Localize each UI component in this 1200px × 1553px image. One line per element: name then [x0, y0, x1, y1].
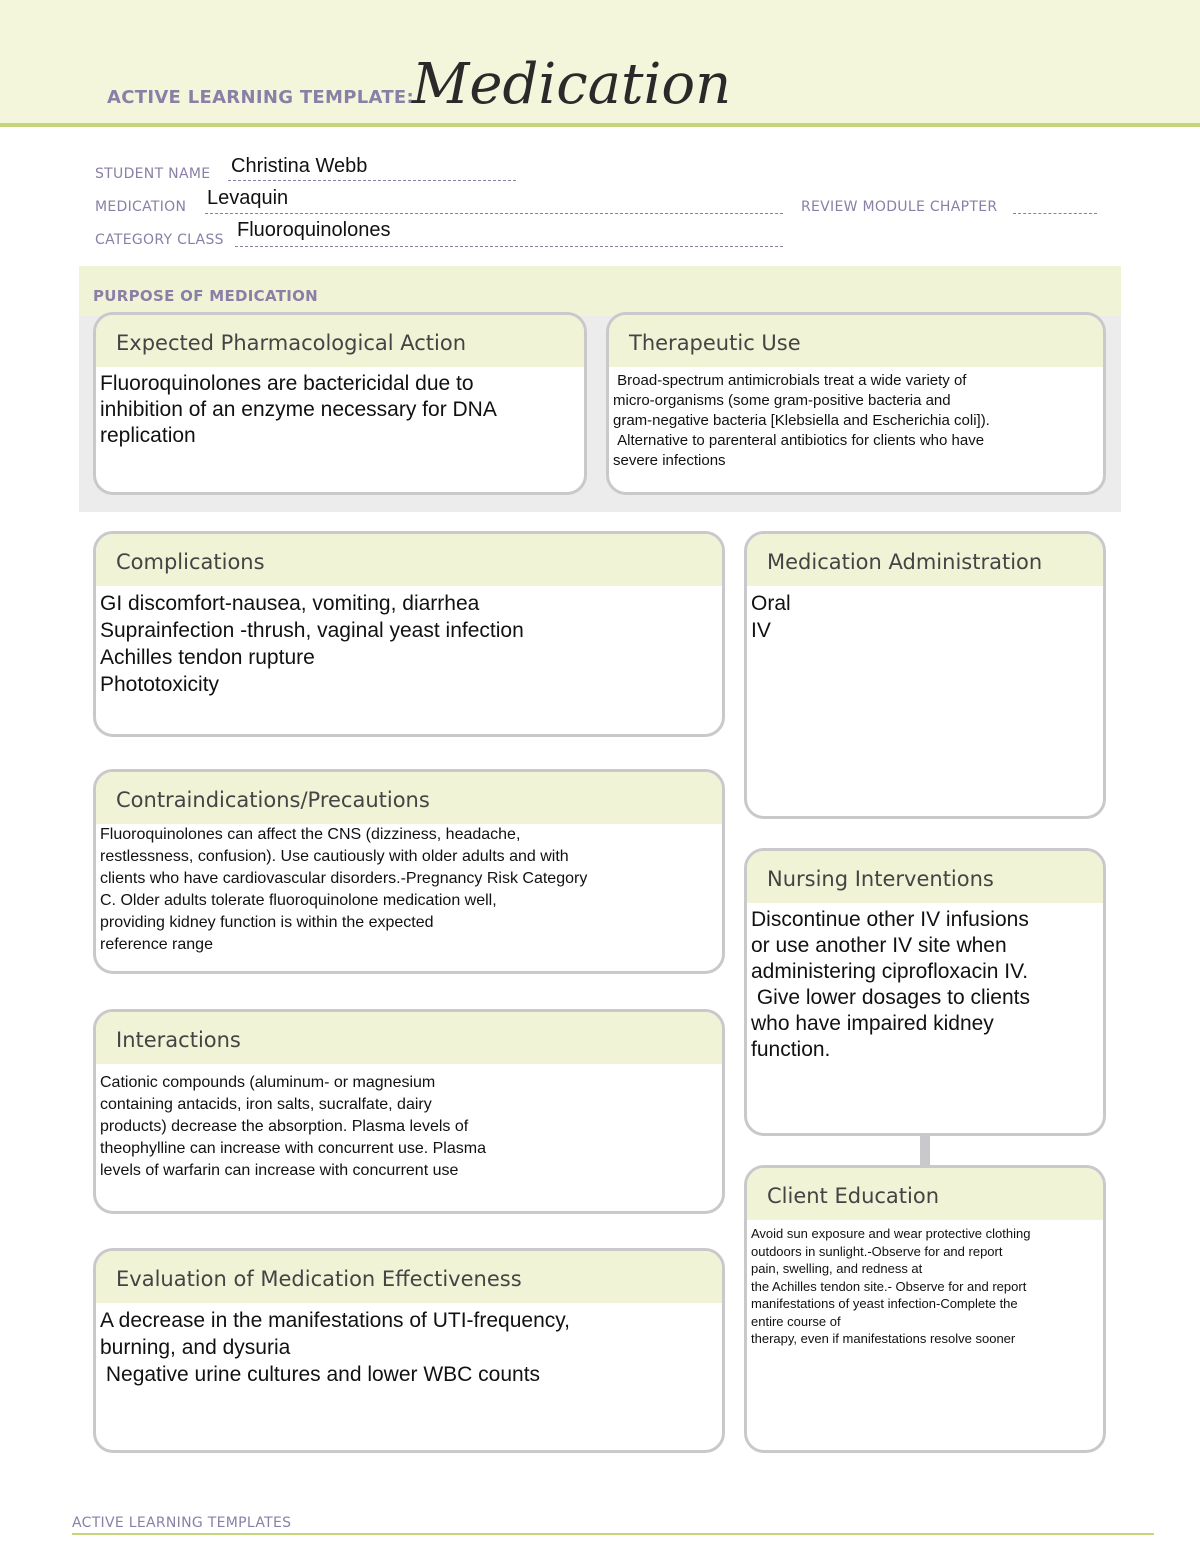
contraindications-title: Contraindications/Precautions: [96, 772, 722, 824]
evaluation-title: Evaluation of Medication Effectiveness: [96, 1251, 722, 1303]
interactions-title: Interactions: [96, 1012, 722, 1064]
category-class-field[interactable]: Fluoroquinolones: [237, 219, 391, 241]
review-module-field[interactable]: [1013, 213, 1097, 214]
box-connector: [920, 1136, 930, 1166]
therapeutic-use-box: [606, 312, 1106, 495]
interactions-box: [93, 1009, 725, 1214]
page-title: Medication: [412, 52, 732, 117]
contraindications-text[interactable]: Fluoroquinolones can affect the CNS (dizziness, headache, restlessness, confusion). Use cautiously with older adults and with clients who have cardiovascular disorders.-Pregnancy Risk Category C. Older adults tolerate fluoroquinolone medication well, providing kidney function is within the expected reference range: [100, 826, 588, 953]
complications-title: Complications: [96, 534, 722, 586]
purpose-label: PURPOSE OF MEDICATION: [93, 287, 319, 305]
medication-label: MEDICATION: [95, 199, 187, 215]
review-module-label: REVIEW MODULE CHAPTER: [801, 199, 998, 215]
expected-action-text[interactable]: Fluoroquinolones are bactericidal due to inhibition of an enzyme necessary for DNA replication: [100, 372, 497, 447]
medication-field[interactable]: Levaquin: [207, 187, 289, 209]
header-divider: [0, 123, 1200, 127]
client-education-text[interactable]: Avoid sun exposure and wear protective clothing outdoors in sunlight.-Observe for and report pain, swelling, and redness at the Achilles tendon site.- Observe for and report manifestations of yeast infection-Complete the entire course of therapy, even if manifestations resolve sooner: [751, 1226, 1031, 1346]
client-education-title: Client Education: [747, 1168, 1103, 1220]
purpose-header: [79, 266, 1121, 316]
evaluation-box: [93, 1248, 725, 1453]
template-label: ACTIVE LEARNING TEMPLATE:: [107, 87, 414, 108]
student-name-label: STUDENT NAME: [95, 166, 211, 182]
therapeutic-use-text[interactable]: Broad-spectrum antimicrobials treat a wide variety of micro-organisms (some gram-positive bacteria and gram-negative bacteria [Klebsiella and Escherichia coli]). Alternative to parenteral antibiotics for clients who have severe infections: [613, 372, 990, 469]
complications-box: [93, 531, 725, 737]
medication-line: [205, 213, 783, 214]
evaluation-text[interactable]: A decrease in the manifestations of UTI-frequency, burning, and dysuria Negative urine cultures and lower WBC counts: [100, 1309, 571, 1386]
student-name-field[interactable]: Christina Webb: [231, 155, 368, 177]
nursing-interventions-title: Nursing Interventions: [747, 851, 1103, 903]
student-name-line: [228, 180, 516, 181]
complications-text[interactable]: GI discomfort-nausea, vomiting, diarrhea Suprainfection -thrush, vaginal yeast infection Achilles tendon rupture Phototoxicity: [100, 592, 524, 696]
contraindications-box: [93, 769, 725, 974]
nursing-interventions-text[interactable]: Discontinue other IV infusions or use another IV site when administering ciprofloxacin IV. Give lower dosages to clients who have impaired kidney function.: [751, 908, 1030, 1061]
footer-divider: [72, 1533, 1154, 1535]
category-class-label: CATEGORY CLASS: [95, 232, 224, 248]
administration-title: Medication Administration: [747, 534, 1103, 586]
client-education-box: [744, 1165, 1106, 1453]
interactions-text[interactable]: Cationic compounds (aluminum- or magnesium containing antacids, iron salts, sucralfate, dairy products) decrease the absorption. Plasma levels of theophylline can increase with concurrent use. Plasma levels of warfarin can increase with concurrent use: [100, 1074, 486, 1179]
administration-text[interactable]: Oral IV: [751, 592, 791, 642]
expected-action-box: [93, 312, 587, 495]
expected-action-title: Expected Pharmacological Action: [96, 315, 584, 367]
administration-box: [744, 531, 1106, 819]
category-class-line: [235, 246, 783, 247]
nursing-interventions-box: [744, 848, 1106, 1136]
therapeutic-use-title: Therapeutic Use: [609, 315, 1103, 367]
footer-label: ACTIVE LEARNING TEMPLATES: [72, 1515, 292, 1531]
